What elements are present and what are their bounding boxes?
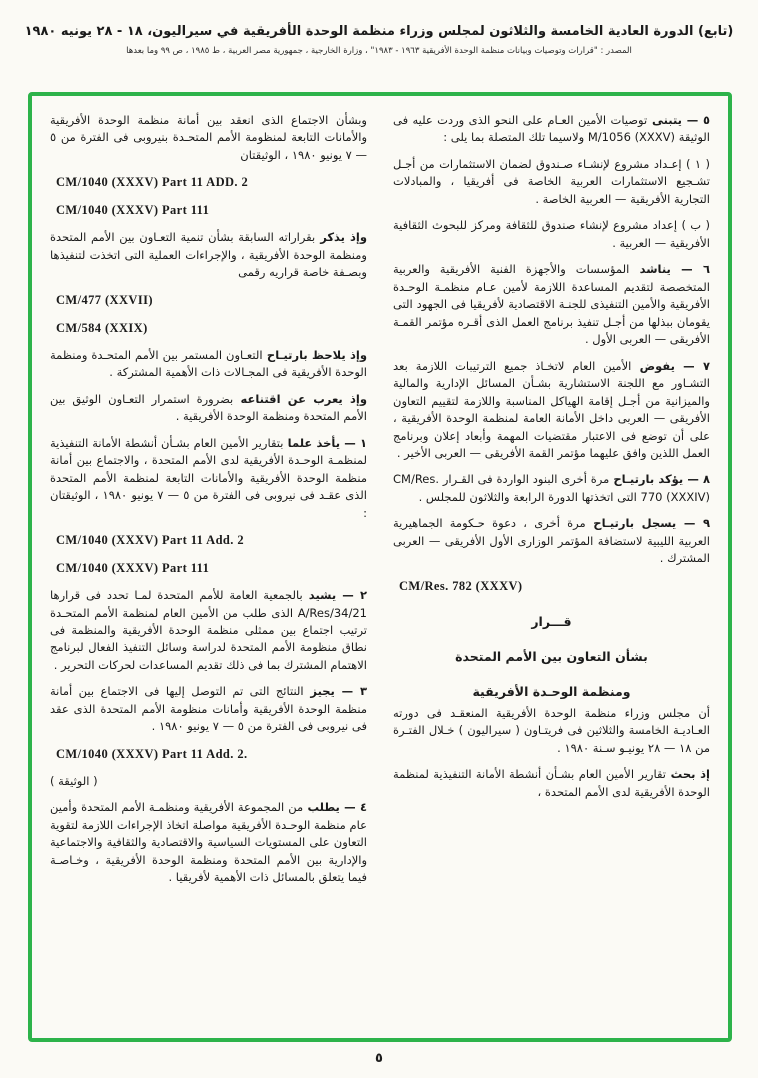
paragraph: ٢ — يشيد بالجمعية العامة للأمم المتحدة لمـا تحدد فى قرارها A/Res/34/21 الذى طلب من الأمين العام لمنظمة الأمم المتحـدة ترتيب اجتماع بين ممثلى منظمة الوحدة الأفريقية والمنظمة فى نطاق منظومة الأمم المتحدة لدراسة وسائل التنفيذ الفعال لبرنامج الاهتمام المشترك بما فى ذلك تقديم المساعدات لحركات التحرير . [50,588,367,672]
paragraph: وبشأن الاجتماع الذى انعقد بين أمانة منظمة الوحدة الأفريقية والأمانات التابعة لمنظومة الأمم المتحـدة بنيروبى فى الفترة من ٥ — ٧ يونيو ١٩٨٠ ، الوثيقتان [50,113,367,162]
doc-reference: CM/1040 (XXXV) Part 111 [56,561,210,576]
doc-reference: CM/1040 (XXXV) Part 111 [56,203,210,218]
column-left [50,112,367,1028]
source-citation-line: المصدر : "قرارات وتوصيات وبيانات منظمة الوحدة الأفريقية ١٩٦٣ - ١٩٨٣" ، وزارة الخارجية ، جمهورية مصر العربية ، ط ١٩٨٥ ، ص ٩٩ وما بعدها [126,46,632,56]
paragraph: وإذ يلاحظ بارتيـاح التعـاون المستمر بين الأمم المتحـدة ومنظمة الوحدة الأفريقية فى المجـالات ذات الأهمية المشتركة . [50,347,367,380]
paragraph: وإذ يذكر بقراراته السابقة بشأن تنمية التعـاون بين الأمم المتحدة ومنظمة الوحدة الأفريقية ، والإجراءات العملية التى اتخذت لتنفيذها وبصـفة خاصة قراريه رقمى [50,230,367,280]
paragraph: ٥ — يتبنى توصيات الأمين العـام على النحو الذى وردت عليه فى الوثيقة M/1056 (XXXV) ولاسيما تلك المتصلة بما يلى : [393,113,711,145]
paragraph: أن مجلس وزراء منظمة الوحدة الأفريقية المنعقـد فى دورته العـاديـة الخامسة والثلاثين فى فريتـاون ( سيراليون ) خـلال الفتـرة من ١٨ — ٢٨ يونيـو سـنة ١٩٨٠ . [393,705,710,755]
paragraph: إذ بحث تقارير الأمين العام بشـأن أنشطة الأمانة التنفيذية لمنظمة الوحدة الأفريقية لدى الأمم المتحدة ، [393,767,710,799]
paragraph: ٣ — يجيز النتائج التى تم التوصل إليها فى الاجتماع بين أمانة منظمة الوحدة الأفريقية وأمانات منظومة الأمم المتحدة الذى عقد فى نيروبى فى الفترة من ٥ — ٧ يونيو ١٩٨٠ . [50,684,368,734]
resolution-heading: بشأن التعاون بين الأمم المتحدة [455,648,648,664]
doc-reference: CM/584 (XXIX) [56,320,148,335]
two-column-layout [50,112,710,1028]
doc-reference: CM/1040 (XXXV) Part 11 ADD. 2 [56,175,249,190]
paragraph: ( ب ) إعداد مشروع لإنشاء صندوق للثقافة ومركز للبحوث الثقافية الأفريقية — العربية . [393,218,710,250]
paragraph: ٩ — يسجل بارتيـاح مرة أخرى ، دعوة حـكومة الجماهيرية العربية الليبية لاستضافة المؤتمر الوزارى الأول الأفريقى — العربى المشترك . [393,516,710,566]
resolution-heading: ومنظمة الوحـدة الأفريقية [472,683,631,699]
doc-reference: CM/1040 (XXXV) Part 11 Add. 2 [56,533,244,548]
doc-reference: CM/1040 (XXXV) Part 11 Add. 2. [56,746,248,761]
paragraph: ٧ — يفوض الأمين العام لاتخـاذ جميع الترتيبات اللازمة بعد التشـاور مع اللجنة الاستشارية بشـأن المسائل الإدارية والمالية والميزانية من أجـل إقامة الهياكل المناسبة واللازمة لتقييم التعاون الأفريقى — العربى داخل الأمانة العامة لمنظمة الوحدة الأفريقية ، على أن توضع فى الاعتبار مقتضيات المهمة وأبعاد إعلان وبرنامج العمل اللذين وافق عليهما مؤتمر القمة الأفريقى — العربى الأخير . [393,358,710,460]
resolution-heading: قـــرار [531,613,572,629]
paragraph: وإذ يعرب عن اقتناعه بضرورة استمرار التعـاون الوثيق بين الأمم المتحدة ومنظمة الوحدة الأفريقية . [50,391,367,424]
document-header: (تابع) الدورة العادية الخامسة والثلاثون لمجلس وزراء منظمة الوحدة الأفريقية في سيراليون، ١٨ - ٢٨ يونيه ١٩٨٠ [24,24,734,39]
paragraph: ٤ — يطلب من المجموعة الأفريقية ومنظمـة الأمم المتحدة وأمين عام منظمة الوحـدة الأفريقية مواصلة اتخاذ الإجراءات اللازمة لتقوية التعاون على المستويات السياسية والاقتصادية والثقافية والاجتماعية والإدارية بين الأمم المتحدة ومنظمة الوحدة الأفريقية ، وخـاصـة فيما يتعلق بالمسائل ذات الأهمية لأفريقيا . [50,800,367,885]
column-right [393,112,710,1028]
green-content-frame [28,92,732,1042]
paragraph: ٦ — يناشد المؤسسات والأجهزة الفنية الأفريقية والعربية المتخصصة لتقديم المساعدة اللازمة لأمين عـام منظمـة الوحـدة الأفريقية والأمين التنفيذى للجنـة الاقتصادية لأفريقيا فى الجهود التى يقومان ببذلها من أجـل تنفيذ برنامج العمل الذى أقـره مؤتمر القمـة الأفريقى — العربى الأول . [393,262,711,347]
doc-reference: CM/Res. 782 (XXXV) [399,578,523,593]
paragraph: ١ — يأخذ علما بتقارير الأمين العام بشـأن أنشطة الأمانة التنفيذية لمنظمـة الوحـدة الأفريقية لدى الأمم المتحدة ، والاجتماع بين أمانة منظمة الوحدة الأفريقية والأمانات التابعة لمنظمة الأمم المتحدة الذى عقـد فى نيروبى فى الفترة من ٥ — ٧ يونيو ١٩٨٠ ، الوثيقتان : [50,435,367,520]
page-number: ٥ [375,1051,383,1066]
paragraph: ( الوثيقة ) [50,773,98,788]
paragraph: ( ١ ) إعـداد مشروع لإنشـاء صـندوق لضمان الاستثمارات من أجـل تشـجيع الاستثمارات العربية الخاصة فى أفريقيا ، والمبادلات التجارية الأفريقية — العربية الخاصة . [393,156,710,206]
paragraph: ٨ — يؤكد بارتيـاح مرة أخرى البنود الواردة فى القـرار CM/Res. 770 (XXXIV) التى اتخذتها الدورة الرابعة والثلاثون للمجلس . [393,472,710,504]
doc-reference: CM/477 (XXVII) [56,292,153,307]
